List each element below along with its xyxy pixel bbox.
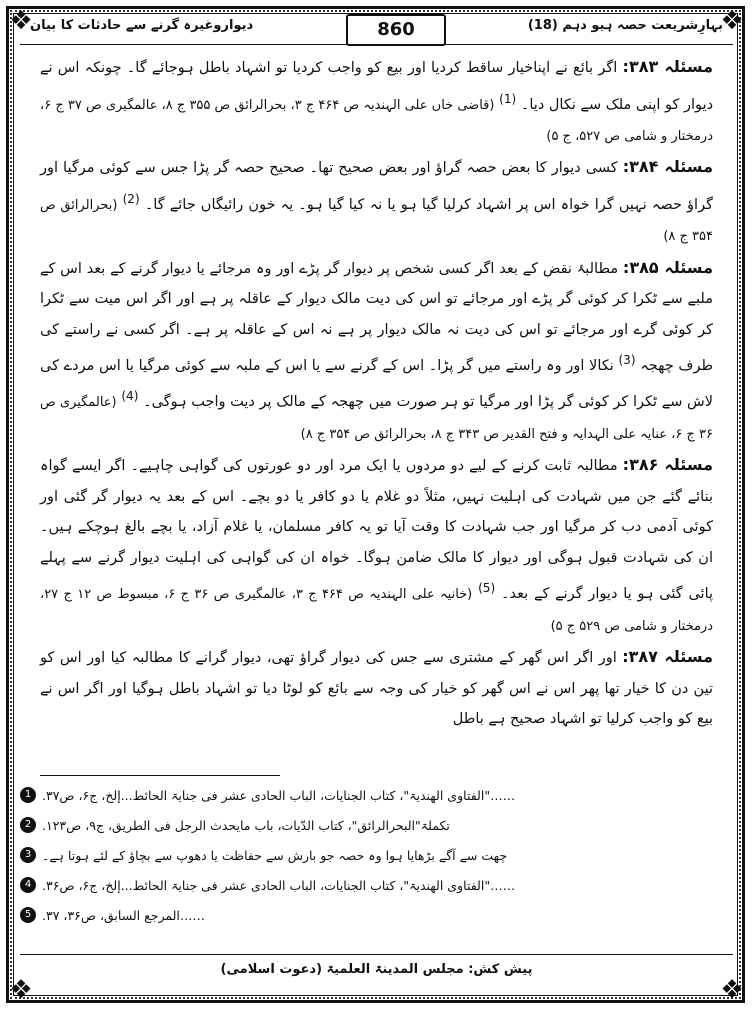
citation: (خانیہ علی الہندیہ ص ۴۶۴ ج ۳، عالمگیری ص ۳۶ ج ۶، مبسوط ص ۱۲ ج ۲۷، درمختار و شامی ص ۵۲۹ ج ۵) (40, 587, 713, 634)
footnote-ref[interactable]: (3) (618, 353, 636, 368)
masala-386 (40, 450, 713, 642)
footnote-ref[interactable]: (4) (121, 389, 139, 404)
citation: (بحرالرائق ص ۳۵۴ ج ۸) (40, 197, 713, 245)
footnote-text: ……المرجع السابق، ص۳۶، ۳۷. (42, 908, 205, 923)
footnote-item (20, 785, 723, 815)
masala-heading: مسئلہ ۳۸۵: (622, 257, 713, 277)
footnote-ref[interactable]: (5) (478, 581, 496, 596)
footnote-ref[interactable]: (1) (499, 91, 517, 106)
footnote-number: 1 (20, 787, 36, 803)
masala-384 (40, 152, 713, 252)
page-footer: پیش کش: مجلس المدینۃ العلمیۃ (دعوت اسلامی) (220, 962, 533, 977)
footnote-ref[interactable]: (2) (122, 191, 140, 206)
page-header (20, 14, 733, 44)
footnote-item (20, 815, 723, 845)
footnote-item (20, 905, 723, 935)
footnote-number: 2 (20, 817, 36, 833)
footnote-text: چھت سے آگے بڑھایا ہوا وہ حصہ جو بارش سے حفاظت یا دھوپ سے بچاؤ کے لئے ہوتا ہے۔ (42, 848, 508, 863)
corner-ornament-icon: ❖ (720, 975, 744, 1005)
footnote-number: 4 (20, 877, 36, 893)
masala-heading: مسئلہ ۳۸۴: (622, 157, 713, 177)
footnote-divider (40, 775, 280, 776)
footnote-number: 3 (20, 847, 36, 863)
masala-text: اگر بائع نے اپناخیار ساقط کردیا اور بیع کو واجب کردیا تو اشہاد باطل ہوجائے گا۔ چونکہ اس نے دیوار کو اپنی ملک سے نکال دیا۔ (40, 60, 714, 113)
book-title: بہارِشریعت حصہ ہیو دہم (18) (527, 18, 723, 33)
corner-ornament-icon: ❖ (9, 6, 33, 36)
masala-text: مطالبۂ نقض کے بعد اگر کسی شخص پر دیوار گر پڑے اور وہ مرجائے یا دیوار گرنے کے بعد اس کے ملبے سے ٹکرا کر کوئی گر پڑے اور مرجائے تو اس کی دیت مالک دیوار کے عاقلہ پر ہے اور اگر اس میت سے ٹکرا کر کوئی گرے اور مرجائے تو اس کی دیت نہ مالک دیوار پر ہے نہ اس کے عاقلہ پر ہے۔ اگر کسی نے راستے کی طرف چھجہ (40, 260, 713, 374)
masala-heading: مسئلہ ۳۸۶: (622, 455, 714, 475)
footnote-number: 5 (20, 907, 36, 923)
corner-ornament-icon: ❖ (9, 975, 33, 1005)
chapter-title: دیواروغیرہ گرنے سے حادثات کا بیان (30, 18, 254, 33)
footnote-text: تکملۃ"البحرالرائق"، کتاب الدّیات، باب مایحدث الرجل فی الطریق، ج۹، ص۱۲۳. (42, 818, 450, 833)
footnotes (20, 785, 723, 935)
masala-text: مطالبہ ثابت کرنے کے لیے دو مردوں یا ایک مرد اور دو عورتوں کی گواہی چاہیے۔ اگر ایسے گواہ بنائے گئے جن میں شہادت کی اہلیت نہیں، مثلاً دو غلام یا دو کافر یا دو بچے۔ اس کے بعد یہ دیوار گر گئی اور کوئی آدمی دب کر مرگیا اور جب شہادت کا وقت آیا تو یہ کافر مسلمان، یا غلام آزاد، یا بچے بالغ ہوچکے ہیں۔ ان کی شہادت قبول ہوگی اور دیوار کا مالک ضامن ہوگا۔ خواہ ان کی گواہی کی اہلیت دیوار گرنے سے پہلے پائی گئی ہو یا دیوار گرنے کے بعد۔ (40, 458, 714, 603)
footnote-item (20, 845, 723, 875)
masala-heading: مسئلہ ۳۸۷: (622, 647, 714, 667)
masala-383 (40, 52, 713, 152)
footnote-item (20, 875, 723, 905)
masala-text: اور اگر اس گھر کے مشتری سے جس کی دیوار گراؤ تھی، دیوار گرانے کا مطالبہ کیا اور اس کو تین دن کا خیار تھا پھر اس نے اس گھر کو خیار کی وجہ سے بائع کو لوٹا دیا تو اشہاد باطل ہوگیا اور اگر اس نے بیع کو واجب کرلیا تو اشہاد صحیح ہے باطل (40, 650, 713, 728)
masala-387 (40, 642, 713, 735)
page-number: 860 (346, 14, 446, 46)
masala-text: نکالا اور وہ راستے میں گر پڑا۔ اس کے گرنے سے یا اس کے ملبہ سے کوئی مرگیا یا اس مردے کی لاش سے ٹکرا کر کوئی گر پڑا اور مرگیا تو ہر صورت میں چھجہ کے مالک پر دیت واجب ہوگی۔ (40, 357, 713, 411)
citation: (قاضی خاں علی الہندیہ ص ۴۶۴ ج ۳، بحرالرائق ص ۳۵۵ ج ۸، عالمگیری ص ۳۷ ج ۶، درمختار و شامی ص ۵۲۷، ج ۵) (40, 97, 713, 144)
corner-ornament-icon: ❖ (720, 6, 744, 36)
footnote-text: ……"الفتاوی الھندیۃ"، کتاب الجنایات، الباب الحادی عشر فی جنایۃ الحائط...إلخ، ج۶، ص۳۷. (42, 788, 516, 803)
main-text (40, 52, 713, 735)
header-divider (20, 44, 733, 45)
masala-385 (40, 253, 713, 451)
footnote-text: ……"الفتاوی الھندیۃ"، کتاب الجنایات، الباب الحادی عشر فی جنایۃ الحائط...إلخ، ج۶، ص۳۶. (42, 878, 516, 893)
citation: (عالمگیری ص ۳۶ ج ۶، عنایہ علی الہدایہ و فتح القدیر ص ۳۴۳ ج ۸، بحرالرائق ص ۳۵۴ ج ۸) (40, 395, 713, 442)
masala-heading: مسئلہ ۳۸۳: (622, 57, 714, 76)
masala-text: کسی دیوار کا بعض حصہ گراؤ اور بعض صحیح تھا۔ صحیح حصہ گر پڑا جس سے کوئی مرگیا اور گراؤ حصہ نہیں گرا خواہ اس پر اشہاد کرلیا گیا ہو یا نہ کیا گیا ہو۔ یہ خون رائیگاں جائے گا۔ (40, 160, 713, 213)
footer-divider (20, 954, 733, 955)
